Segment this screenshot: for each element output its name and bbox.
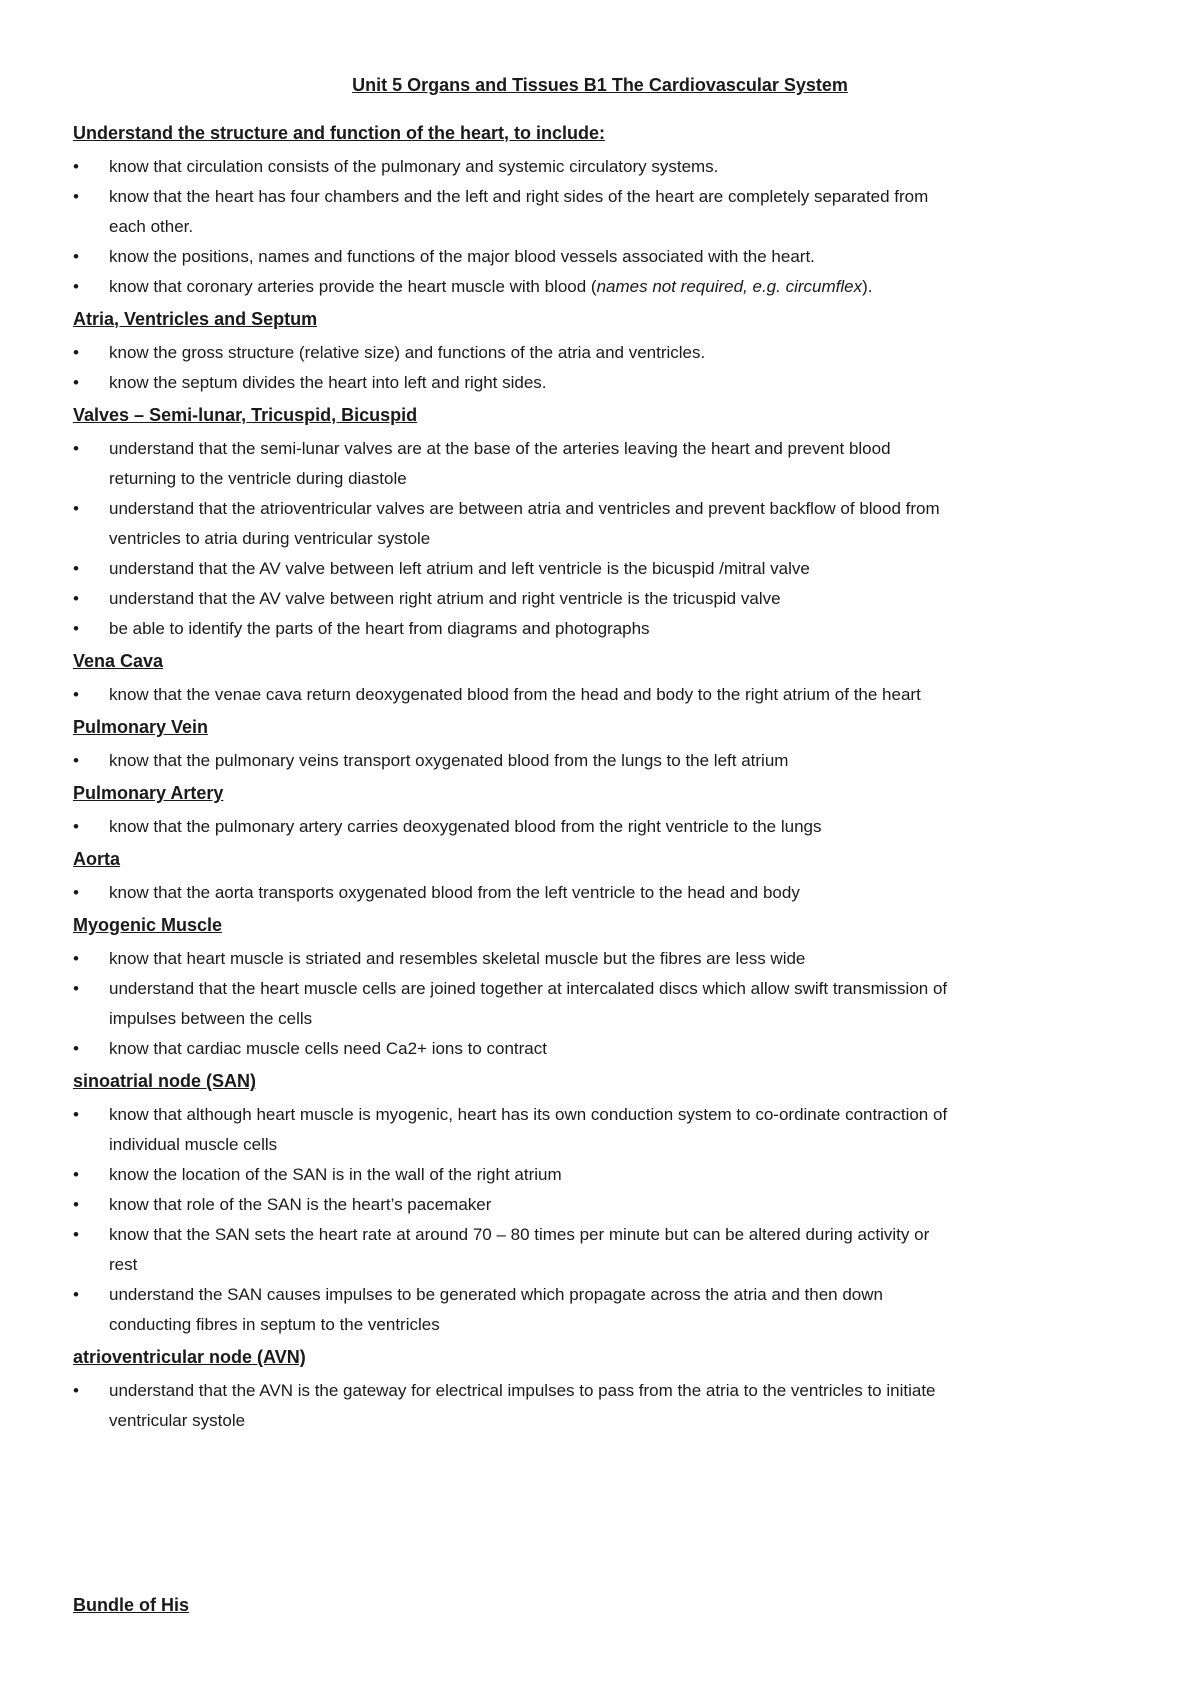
bullet-list [73, 944, 1133, 1064]
list-item: • know that coronary arteries provide the heart muscle with blood (names not required, e.g. circumflex). [73, 272, 1133, 302]
list-item: • know that the aorta transports oxygenated blood from the left ventricle to the head and body [73, 878, 1133, 908]
section-heading: atrioventricular node (AVN) [73, 1347, 306, 1367]
list-item: • understand that the heart muscle cells are joined together at intercalated discs which allow swift transmission of impulses between the cells [73, 974, 1133, 1034]
list-item: • be able to identify the parts of the heart from diagrams and photographs [73, 614, 1133, 644]
list-item: • know that the pulmonary artery carries deoxygenated blood from the right ventricle to the lungs [73, 812, 1133, 842]
bullet-icon: • [73, 589, 79, 608]
list-item: • know the positions, names and functions of the major blood vessels associated with the heart. [73, 242, 1133, 272]
bullet-list [73, 746, 1133, 776]
bullet-icon: • [73, 1225, 79, 1244]
list-item: • know that the pulmonary veins transport oxygenated blood from the lungs to the left atrium [73, 746, 1133, 776]
bullet-list [73, 1100, 1133, 1340]
list-item: • understand that the semi-lunar valves are at the base of the arteries leaving the heart and prevent blood returning to the ventricle during diastole [73, 434, 1133, 494]
bullet-list [73, 338, 1133, 398]
bullet-icon: • [73, 187, 79, 206]
list-item: • know that the SAN sets the heart rate at around 70 – 80 times per minute but can be altered during activity or rest [73, 1220, 1133, 1280]
page-title: Unit 5 Organs and Tissues B1 The Cardiovascular System [352, 75, 848, 95]
list-item: • know the septum divides the heart into left and right sides. [73, 368, 1133, 398]
bullet-icon: • [73, 499, 79, 518]
bullet-list [73, 1376, 1133, 1436]
bullet-icon: • [73, 1039, 79, 1058]
list-item: • understand that the AV valve between left atrium and left ventricle is the bicuspid /mitral valve [73, 554, 1133, 584]
bullet-icon: • [73, 1105, 79, 1124]
section-heading: Understand the structure and function of the heart, to include: [73, 123, 606, 143]
list-item: • understand that the AVN is the gateway for electrical impulses to pass from the atria to the ventricles to initiate ventricular systole [73, 1376, 1133, 1436]
bullet-list [73, 878, 1133, 908]
bullet-icon: • [73, 1285, 79, 1304]
section-heading: Pulmonary Vein [73, 717, 209, 737]
section-heading: Myogenic Muscle [73, 915, 223, 935]
bullet-icon: • [73, 373, 79, 392]
bullet-icon: • [73, 1381, 79, 1400]
bullet-icon: • [73, 1165, 79, 1184]
bullet-icon: • [73, 751, 79, 770]
bullet-list [73, 680, 1133, 710]
section-heading: Pulmonary Artery [73, 783, 224, 803]
list-item: • know the location of the SAN is in the wall of the right atrium [73, 1160, 1133, 1190]
bullet-icon: • [73, 817, 79, 836]
list-item: • know that the venae cava return deoxygenated blood from the head and body to the right atrium of the heart [73, 680, 1133, 710]
bullet-icon: • [73, 439, 79, 458]
bullet-icon: • [73, 247, 79, 266]
list-item: • know that circulation consists of the pulmonary and systemic circulatory systems. [73, 152, 1133, 182]
bullet-icon: • [73, 883, 79, 902]
bullet-icon: • [73, 619, 79, 638]
bullet-icon: • [73, 1195, 79, 1214]
italic-note: names not required, e.g. circumflex [596, 277, 863, 296]
bullet-icon: • [73, 559, 79, 578]
section-heading: Valves – Semi-lunar, Tricuspid, Bicuspid [73, 405, 418, 425]
bullet-list [73, 812, 1133, 842]
list-item: • know that cardiac muscle cells need Ca2+ ions to contract [73, 1034, 1133, 1064]
bullet-list [73, 434, 1133, 644]
section-heading: sinoatrial node (SAN) [73, 1071, 257, 1091]
section-heading: Atria, Ventricles and Septum [73, 309, 318, 329]
bullet-icon: • [73, 949, 79, 968]
list-item: • understand the SAN causes impulses to be generated which propagate across the atria and then down conducting fibres in septum to the ventricles [73, 1280, 1133, 1340]
document-body [73, 120, 1133, 1440]
list-item: • know that role of the SAN is the heart’s pacemaker [73, 1190, 1133, 1220]
list-item: • know that although heart muscle is myogenic, heart has its own conduction system to co-ordinate contraction of individual muscle cells [73, 1100, 1133, 1160]
section-heading-bundle-of-his: Bundle of His [73, 1595, 189, 1615]
list-item: • know that the heart has four chambers and the left and right sides of the heart are completely separated from each other. [73, 182, 1133, 242]
bullet-icon: • [73, 685, 79, 704]
bullet-list [73, 152, 1133, 302]
list-item: • understand that the AV valve between right atrium and right ventricle is the tricuspid valve [73, 584, 1133, 614]
bullet-icon: • [73, 277, 79, 296]
section-heading: Aorta [73, 849, 121, 869]
list-item: • know that heart muscle is striated and resembles skeletal muscle but the fibres are less wide [73, 944, 1133, 974]
list-item: • understand that the atrioventricular valves are between atria and ventricles and prevent backflow of blood from ventricles to atria during ventricular systole [73, 494, 1133, 554]
bullet-icon: • [73, 157, 79, 176]
list-item: • know the gross structure (relative size) and functions of the atria and ventricles. [73, 338, 1133, 368]
bullet-icon: • [73, 979, 79, 998]
bullet-icon: • [73, 343, 79, 362]
section-heading: Vena Cava [73, 651, 164, 671]
